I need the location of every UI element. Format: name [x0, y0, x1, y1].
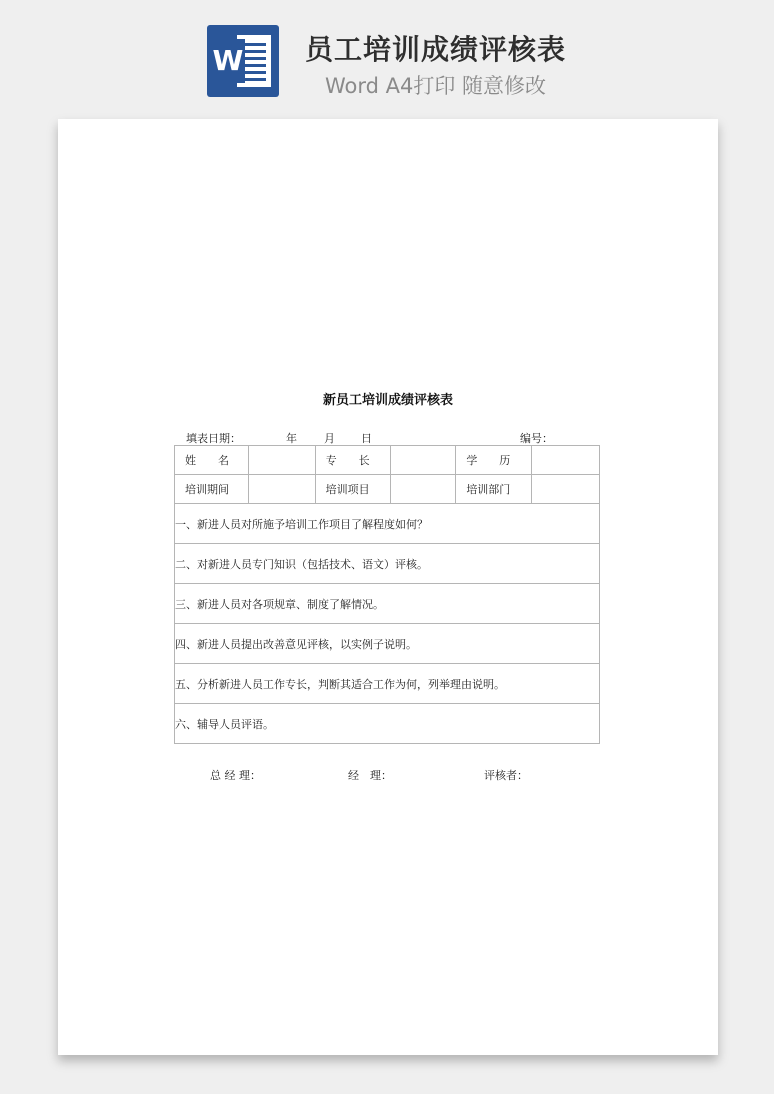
document-page: [58, 119, 718, 1055]
question-3[interactable]: 三、新进人员对各项规章、制度了解情况。: [175, 584, 600, 624]
table-row: [175, 624, 600, 664]
document-title: 新员工培训成绩评核表: [322, 393, 453, 408]
training-project-value[interactable]: [390, 475, 456, 504]
word-document-icon: [207, 25, 279, 97]
table-row: [175, 584, 600, 624]
training-department-value[interactable]: [532, 475, 600, 504]
table-row: [175, 446, 600, 475]
table-row: [175, 475, 600, 504]
general-manager-signature: 总 经 理：: [210, 769, 261, 782]
question-1[interactable]: 一、新进人员对所施予培训工作项目了解程度如何？: [175, 504, 600, 544]
table-row: [175, 504, 600, 544]
page-subtitle: Word A4打印 随意修改: [325, 74, 547, 98]
specialty-value[interactable]: [390, 446, 456, 475]
question-4[interactable]: 四、新进人员提出改善意见评核，以实例子说明。: [175, 624, 600, 664]
training-period-label: 培训期间: [175, 475, 249, 504]
reviewer-signature: 评核者：: [484, 769, 528, 782]
month-label: 月: [324, 432, 335, 445]
evaluation-table: [174, 445, 600, 744]
page-title: 员工培训成绩评核表: [305, 33, 567, 66]
training-department-label: 培训部门: [456, 475, 532, 504]
training-project-label: 培训项目: [315, 475, 390, 504]
table-row: [175, 704, 600, 744]
header: [0, 0, 774, 118]
specialty-label: 专 长: [315, 446, 390, 475]
year-label: 年: [286, 432, 297, 445]
education-value[interactable]: [532, 446, 600, 475]
fill-date-label: 填表日期：: [186, 432, 241, 445]
day-label: 日: [361, 432, 372, 445]
question-2[interactable]: 二、对新进人员专门知识（包括技术、语文）评核。: [175, 544, 600, 584]
number-label: 编号：: [520, 432, 553, 445]
table-row: [175, 544, 600, 584]
question-6[interactable]: 六、辅导人员评语。: [175, 704, 600, 744]
question-5[interactable]: 五、分析新进人员工作专长，判断其适合工作为何，列举理由说明。: [175, 664, 600, 704]
table-row: [175, 664, 600, 704]
training-period-value[interactable]: [248, 475, 315, 504]
manager-signature: 经 理：: [348, 769, 392, 782]
name-value[interactable]: [248, 446, 315, 475]
logo-letter: W: [211, 39, 245, 83]
education-label: 学 历: [456, 446, 532, 475]
name-label: 姓 名: [175, 446, 249, 475]
